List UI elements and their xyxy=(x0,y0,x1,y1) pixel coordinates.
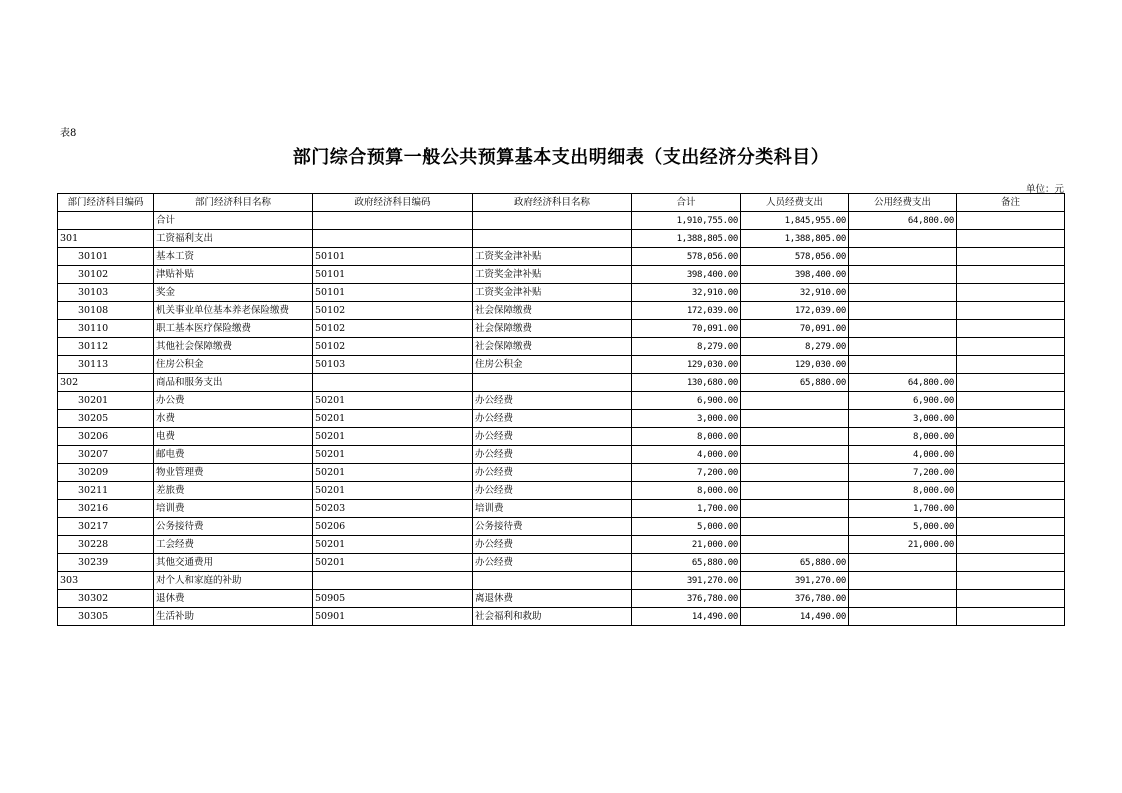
gov-name-cell: 工资奖金津补贴 xyxy=(473,284,632,302)
public-cell: 1,700.00 xyxy=(849,500,957,518)
public-cell: 4,000.00 xyxy=(849,446,957,464)
note-cell xyxy=(957,230,1065,248)
note-cell xyxy=(957,608,1065,626)
public-cell: 3,000.00 xyxy=(849,410,957,428)
gov-code-cell: 50901 xyxy=(313,608,473,626)
table-row xyxy=(58,608,1065,626)
personnel-cell xyxy=(741,500,849,518)
personnel-cell xyxy=(741,518,849,536)
dept-name-cell: 培训费 xyxy=(154,500,313,518)
table-row xyxy=(58,302,1065,320)
table-body xyxy=(58,212,1065,626)
total-cell: 6,900.00 xyxy=(632,392,741,410)
column-header: 备注 xyxy=(957,194,1065,212)
table-row xyxy=(58,356,1065,374)
personnel-cell xyxy=(741,482,849,500)
gov-name-cell: 工资奖金津补贴 xyxy=(473,248,632,266)
total-cell: 65,880.00 xyxy=(632,554,741,572)
table-row xyxy=(58,284,1065,302)
total-cell: 129,030.00 xyxy=(632,356,741,374)
note-cell xyxy=(957,266,1065,284)
personnel-cell: 14,490.00 xyxy=(741,608,849,626)
personnel-cell xyxy=(741,464,849,482)
dept-code-cell: 30113 xyxy=(58,356,154,374)
gov-name-cell: 社会保障缴费 xyxy=(473,302,632,320)
dept-code-cell: 30205 xyxy=(58,410,154,428)
public-cell xyxy=(849,356,957,374)
personnel-cell: 578,056.00 xyxy=(741,248,849,266)
gov-code-cell xyxy=(313,230,473,248)
note-cell xyxy=(957,554,1065,572)
dept-code-cell: 30216 xyxy=(58,500,154,518)
dept-code-cell: 30102 xyxy=(58,266,154,284)
dept-code-cell: 30239 xyxy=(58,554,154,572)
table-row xyxy=(58,536,1065,554)
personnel-cell xyxy=(741,536,849,554)
dept-name-cell: 物业管理费 xyxy=(154,464,313,482)
gov-code-cell: 50101 xyxy=(313,284,473,302)
gov-code-cell: 50201 xyxy=(313,554,473,572)
public-cell xyxy=(849,554,957,572)
gov-name-cell: 办公经费 xyxy=(473,446,632,464)
gov-code-cell: 50203 xyxy=(313,500,473,518)
total-cell: 8,279.00 xyxy=(632,338,741,356)
table-row xyxy=(58,230,1065,248)
personnel-cell: 172,039.00 xyxy=(741,302,849,320)
table-row xyxy=(58,266,1065,284)
note-cell xyxy=(957,320,1065,338)
total-cell: 376,780.00 xyxy=(632,590,741,608)
total-cell: 172,039.00 xyxy=(632,302,741,320)
note-cell xyxy=(957,572,1065,590)
note-cell xyxy=(957,518,1065,536)
column-header: 公用经费支出 xyxy=(849,194,957,212)
public-cell: 8,000.00 xyxy=(849,428,957,446)
table-row xyxy=(58,338,1065,356)
gov-name-cell: 办公经费 xyxy=(473,482,632,500)
total-cell: 70,091.00 xyxy=(632,320,741,338)
table-row xyxy=(58,482,1065,500)
table-row xyxy=(58,374,1065,392)
dept-code-cell: 30110 xyxy=(58,320,154,338)
gov-code-cell: 50201 xyxy=(313,464,473,482)
note-cell xyxy=(957,464,1065,482)
dept-code-cell xyxy=(58,212,154,230)
gov-name-cell: 离退休费 xyxy=(473,590,632,608)
dept-name-cell: 退休费 xyxy=(154,590,313,608)
column-header: 政府经济科目名称 xyxy=(473,194,632,212)
dept-name-cell: 公务接待费 xyxy=(154,518,313,536)
public-cell xyxy=(849,230,957,248)
note-cell xyxy=(957,482,1065,500)
total-cell: 1,700.00 xyxy=(632,500,741,518)
dept-code-cell: 301 xyxy=(58,230,154,248)
dept-name-cell: 工资福利支出 xyxy=(154,230,313,248)
table-row xyxy=(58,212,1065,230)
note-cell xyxy=(957,428,1065,446)
public-cell xyxy=(849,338,957,356)
dept-name-cell: 水费 xyxy=(154,410,313,428)
dept-code-cell: 30211 xyxy=(58,482,154,500)
personnel-cell: 1,388,805.00 xyxy=(741,230,849,248)
table-row xyxy=(58,320,1065,338)
dept-name-cell: 生活补助 xyxy=(154,608,313,626)
dept-name-cell: 津贴补贴 xyxy=(154,266,313,284)
table-header-row xyxy=(58,194,1065,212)
column-header: 政府经济科目编码 xyxy=(313,194,473,212)
gov-name-cell: 社会保障缴费 xyxy=(473,320,632,338)
total-cell: 21,000.00 xyxy=(632,536,741,554)
dept-code-cell: 30108 xyxy=(58,302,154,320)
total-cell: 8,000.00 xyxy=(632,482,741,500)
column-header: 部门经济科目名称 xyxy=(154,194,313,212)
public-cell xyxy=(849,248,957,266)
gov-name-cell xyxy=(473,212,632,230)
note-cell xyxy=(957,500,1065,518)
gov-name-cell: 办公经费 xyxy=(473,536,632,554)
gov-code-cell xyxy=(313,374,473,392)
dept-code-cell: 30217 xyxy=(58,518,154,536)
dept-name-cell: 机关事业单位基本养老保险缴费 xyxy=(154,302,313,320)
table-row xyxy=(58,410,1065,428)
note-cell xyxy=(957,392,1065,410)
personnel-cell xyxy=(741,392,849,410)
gov-name-cell: 社会保障缴费 xyxy=(473,338,632,356)
dept-name-cell: 住房公积金 xyxy=(154,356,313,374)
column-header: 合计 xyxy=(632,194,741,212)
dept-code-cell: 30228 xyxy=(58,536,154,554)
dept-code-cell: 303 xyxy=(58,572,154,590)
total-cell: 8,000.00 xyxy=(632,428,741,446)
dept-code-cell: 30103 xyxy=(58,284,154,302)
dept-code-cell: 30207 xyxy=(58,446,154,464)
dept-name-cell: 其他社会保障缴费 xyxy=(154,338,313,356)
total-cell: 5,000.00 xyxy=(632,518,741,536)
public-cell xyxy=(849,302,957,320)
gov-code-cell: 50201 xyxy=(313,428,473,446)
gov-name-cell: 工资奖金津补贴 xyxy=(473,266,632,284)
gov-code-cell: 50206 xyxy=(313,518,473,536)
total-cell: 14,490.00 xyxy=(632,608,741,626)
total-cell: 1,388,805.00 xyxy=(632,230,741,248)
gov-code-cell: 50201 xyxy=(313,410,473,428)
dept-name-cell: 差旅费 xyxy=(154,482,313,500)
note-cell xyxy=(957,302,1065,320)
public-cell: 5,000.00 xyxy=(849,518,957,536)
note-cell xyxy=(957,590,1065,608)
budget-table xyxy=(57,193,1065,626)
gov-code-cell: 50102 xyxy=(313,320,473,338)
note-cell xyxy=(957,446,1065,464)
personnel-cell: 65,880.00 xyxy=(741,554,849,572)
total-cell: 3,000.00 xyxy=(632,410,741,428)
total-cell: 130,680.00 xyxy=(632,374,741,392)
dept-name-cell: 对个人和家庭的补助 xyxy=(154,572,313,590)
table-row xyxy=(58,392,1065,410)
gov-name-cell: 公务接待费 xyxy=(473,518,632,536)
personnel-cell xyxy=(741,410,849,428)
note-cell xyxy=(957,410,1065,428)
gov-code-cell xyxy=(313,212,473,230)
dept-name-cell: 工会经费 xyxy=(154,536,313,554)
gov-name-cell: 办公经费 xyxy=(473,464,632,482)
note-cell xyxy=(957,374,1065,392)
note-cell xyxy=(957,248,1065,266)
gov-code-cell: 50101 xyxy=(313,266,473,284)
dept-code-cell: 30201 xyxy=(58,392,154,410)
gov-name-cell xyxy=(473,230,632,248)
personnel-cell: 8,279.00 xyxy=(741,338,849,356)
gov-code-cell: 50905 xyxy=(313,590,473,608)
gov-name-cell: 社会福利和救助 xyxy=(473,608,632,626)
public-cell: 21,000.00 xyxy=(849,536,957,554)
gov-code-cell: 50201 xyxy=(313,446,473,464)
gov-code-cell: 50102 xyxy=(313,338,473,356)
dept-code-cell: 30305 xyxy=(58,608,154,626)
dept-name-cell: 其他交通费用 xyxy=(154,554,313,572)
dept-name-cell: 办公费 xyxy=(154,392,313,410)
public-cell xyxy=(849,590,957,608)
gov-name-cell: 办公经费 xyxy=(473,410,632,428)
page-title: 部门综合预算一般公共预算基本支出明细表（支出经济分类科目） xyxy=(292,147,830,168)
dept-code-cell: 30302 xyxy=(58,590,154,608)
total-cell: 1,910,755.00 xyxy=(632,212,741,230)
personnel-cell: 398,400.00 xyxy=(741,266,849,284)
public-cell xyxy=(849,320,957,338)
note-cell xyxy=(957,284,1065,302)
column-header: 人员经费支出 xyxy=(741,194,849,212)
table-row xyxy=(58,464,1065,482)
personnel-cell: 376,780.00 xyxy=(741,590,849,608)
dept-name-cell: 商品和服务支出 xyxy=(154,374,313,392)
gov-name-cell: 办公经费 xyxy=(473,392,632,410)
personnel-cell xyxy=(741,446,849,464)
personnel-cell: 65,880.00 xyxy=(741,374,849,392)
gov-code-cell: 50101 xyxy=(313,248,473,266)
table-row xyxy=(58,428,1065,446)
gov-code-cell: 50201 xyxy=(313,392,473,410)
dept-code-cell: 30206 xyxy=(58,428,154,446)
total-cell: 578,056.00 xyxy=(632,248,741,266)
public-cell xyxy=(849,608,957,626)
public-cell: 6,900.00 xyxy=(849,392,957,410)
personnel-cell xyxy=(741,428,849,446)
note-cell xyxy=(957,536,1065,554)
table-row xyxy=(58,248,1065,266)
gov-code-cell: 50103 xyxy=(313,356,473,374)
unit-label: 单位：元 xyxy=(1025,184,1064,195)
personnel-cell: 129,030.00 xyxy=(741,356,849,374)
dept-code-cell: 30112 xyxy=(58,338,154,356)
personnel-cell: 70,091.00 xyxy=(741,320,849,338)
personnel-cell: 32,910.00 xyxy=(741,284,849,302)
gov-code-cell: 50201 xyxy=(313,536,473,554)
gov-name-cell: 住房公积金 xyxy=(473,356,632,374)
total-cell: 398,400.00 xyxy=(632,266,741,284)
dept-code-cell: 30101 xyxy=(58,248,154,266)
gov-code-cell xyxy=(313,572,473,590)
public-cell xyxy=(849,572,957,590)
dept-name-cell: 邮电费 xyxy=(154,446,313,464)
dept-code-cell: 302 xyxy=(58,374,154,392)
table-row xyxy=(58,446,1065,464)
public-cell: 7,200.00 xyxy=(849,464,957,482)
note-cell xyxy=(957,212,1065,230)
table-row xyxy=(58,500,1065,518)
dept-name-cell: 奖金 xyxy=(154,284,313,302)
public-cell: 8,000.00 xyxy=(849,482,957,500)
personnel-cell: 391,270.00 xyxy=(741,572,849,590)
dept-name-cell: 电费 xyxy=(154,428,313,446)
total-cell: 4,000.00 xyxy=(632,446,741,464)
gov-code-cell: 50201 xyxy=(313,482,473,500)
dept-name-cell: 基本工资 xyxy=(154,248,313,266)
gov-name-cell: 办公经费 xyxy=(473,428,632,446)
public-cell: 64,800.00 xyxy=(849,374,957,392)
public-cell: 64,800.00 xyxy=(849,212,957,230)
total-cell: 391,270.00 xyxy=(632,572,741,590)
column-header: 部门经济科目编码 xyxy=(58,194,154,212)
gov-name-cell xyxy=(473,374,632,392)
table-number: 表8 xyxy=(60,128,77,139)
gov-name-cell: 培训费 xyxy=(473,500,632,518)
dept-name-cell: 职工基本医疗保险缴费 xyxy=(154,320,313,338)
personnel-cell: 1,845,955.00 xyxy=(741,212,849,230)
table-row xyxy=(58,518,1065,536)
dept-code-cell: 30209 xyxy=(58,464,154,482)
total-cell: 32,910.00 xyxy=(632,284,741,302)
total-cell: 7,200.00 xyxy=(632,464,741,482)
dept-name-cell: 合计 xyxy=(154,212,313,230)
table-row xyxy=(58,572,1065,590)
public-cell xyxy=(849,266,957,284)
table-row xyxy=(58,590,1065,608)
gov-name-cell xyxy=(473,572,632,590)
gov-name-cell: 办公经费 xyxy=(473,554,632,572)
public-cell xyxy=(849,284,957,302)
table-row xyxy=(58,554,1065,572)
note-cell xyxy=(957,338,1065,356)
note-cell xyxy=(957,356,1065,374)
gov-code-cell: 50102 xyxy=(313,302,473,320)
